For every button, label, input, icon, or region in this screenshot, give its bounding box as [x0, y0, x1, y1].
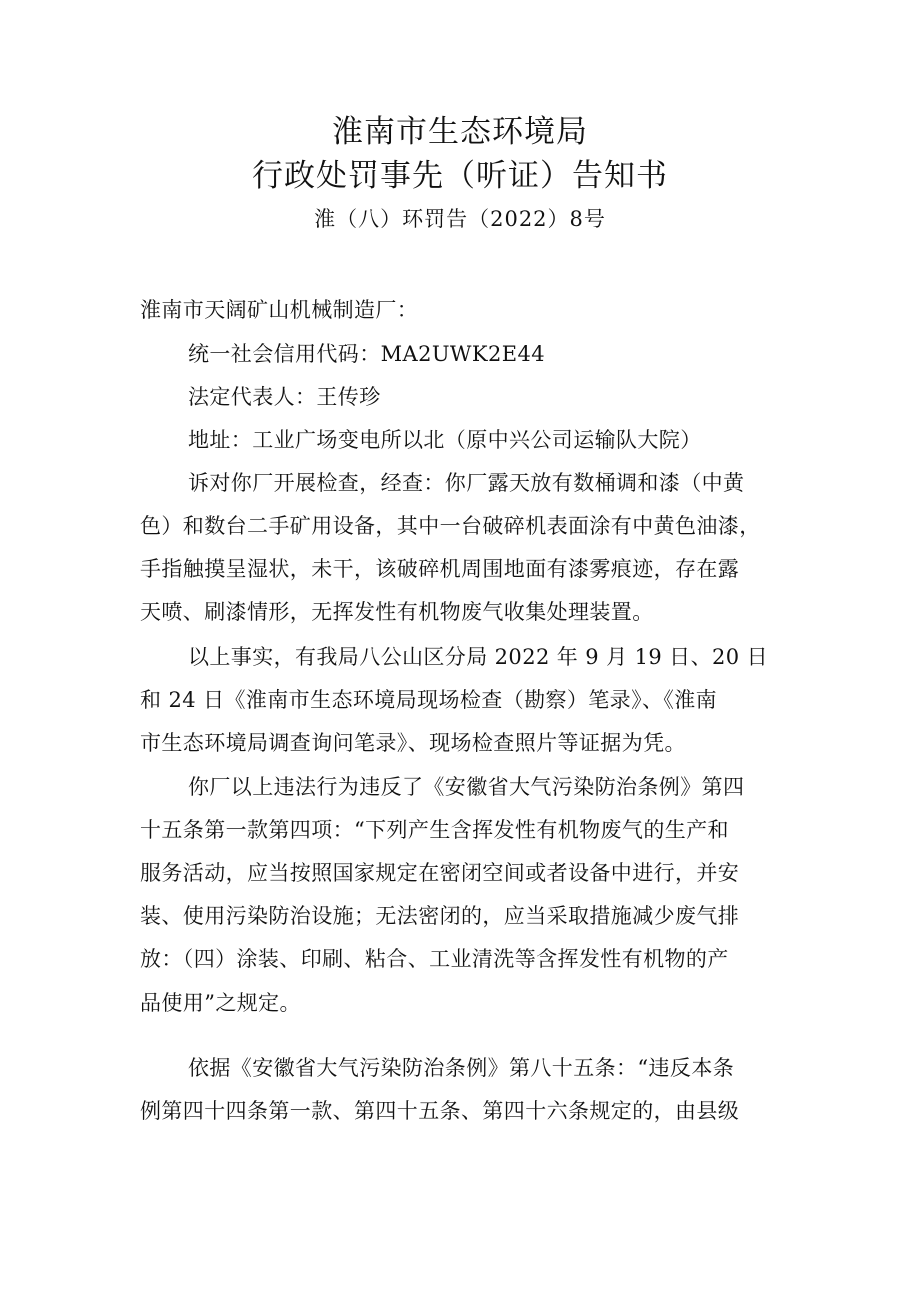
paragraph-line: 品使用”之规定。: [140, 991, 301, 1015]
paragraph-line: 市生态环境局调查询问笔录》、现场检查照片等证据为凭。: [140, 731, 686, 755]
legal-representative: 法定代表人：王传珍: [188, 385, 381, 409]
recipient-name: 淮南市天阔矿山机械制造厂：: [140, 298, 419, 322]
paragraph-line: 十五条第一款第四项：“下列产生含挥发性有机物废气的生产和: [140, 818, 729, 842]
paragraph-line: 以上事实，有我局八公山区分局 2022 年 9 月 19 日、20 日: [188, 645, 768, 669]
paragraph-line: 依据《安徽省大气污染防治条例》第八十五条：“违反本条: [188, 1056, 735, 1080]
paragraph-line: 服务活动，应当按照国家规定在密闭空间或者设备中进行，并安: [140, 861, 740, 885]
paragraph-line: 手指触摸呈湿状，未干，该破碎机周围地面有漆雾痕迹，存在露: [140, 557, 740, 581]
address: 地址：工业广场变电所以北（原中兴公司运输队大院）: [188, 428, 702, 452]
paragraph-line: 天喷、刷漆情形，无挥发性有机物废气收集处理装置。: [140, 600, 654, 624]
paragraph-line: 例第四十四条第一款、第四十五条、第四十六条规定的，由县级: [140, 1099, 740, 1123]
document-number: 淮（八）环罚告（2022）8号: [314, 207, 606, 231]
document-title-notice: 行政处罚事先（听证）告知书: [252, 158, 668, 194]
paragraph-line: 装、使用污染防治设施；无法密闭的，应当采取措施减少废气排: [140, 904, 740, 928]
paragraph-line: 诉对你厂开展检查，经查：你厂露天放有数桶调和漆（中黄: [188, 471, 745, 495]
document-title-agency: 淮南市生态环境局: [332, 114, 588, 150]
paragraph-line: 放：（四）涂装、印刷、粘合、工业清洗等含挥发性有机物的产: [140, 947, 729, 971]
paragraph-line: 色）和数台二手矿用设备，其中一台破碎机表面涂有中黄色油漆，: [140, 514, 761, 538]
paragraph-line: 和 24 日《淮南市生态环境局现场检查（勘察）笔录》、《淮南: [140, 688, 718, 712]
credit-code: 统一社会信用代码：MA2UWK2E44: [188, 342, 546, 366]
paragraph-line: 你厂以上违法行为违反了《安徽省大气污染防治条例》第四: [188, 775, 745, 799]
